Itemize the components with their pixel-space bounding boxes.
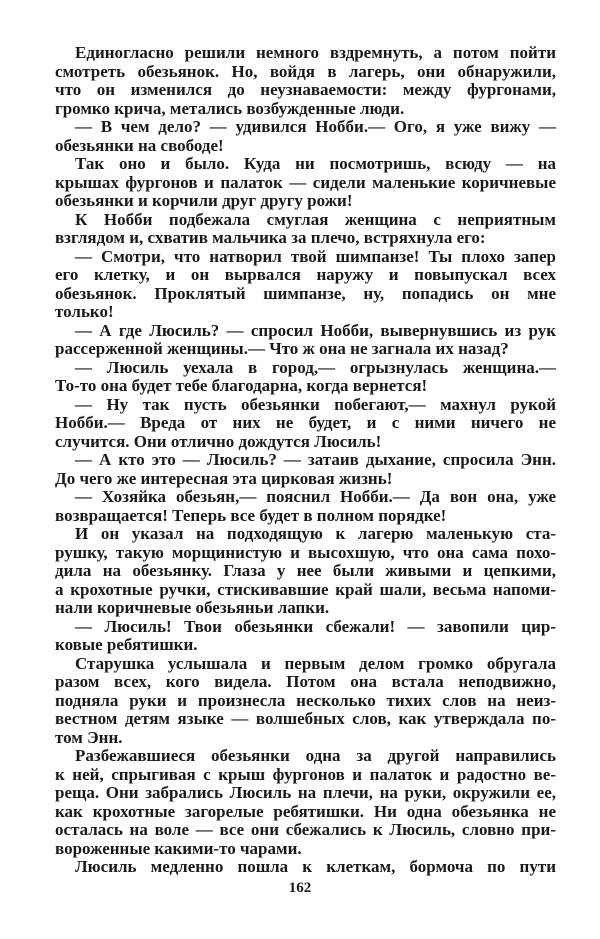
text-line: обезьянки на свободе! (55, 135, 224, 155)
text-line: рушку, такую морщинистую и высохшую, что она сама похо- (55, 542, 556, 562)
text-line: его клетку, и он вырвался наружу и повыпускал всех (55, 265, 556, 284)
text-line: К Нобби подбежала смуглая женщина с неприятным (75, 209, 556, 229)
text-line: Разбежавшиеся обезьянки одна за другой направились (75, 746, 556, 765)
text-line: обезьянок. Проклятый шимпанзе, ну, попадись он мне (55, 283, 556, 303)
text-line: До чего же интересная эта цирковая жизнь! (55, 468, 393, 488)
text-line: случится. Они отлично дождутся Люсиль! (55, 431, 382, 451)
text-line: вестном детям языке — волшебных слов, как утверждала по- (55, 709, 556, 728)
text-line: ковые ребятишки. (55, 635, 198, 654)
text-line: То-то она будет тебе благодарна, когда вернется! (55, 376, 428, 395)
text-line: Единогласно решили немного вздремнуть, а потом пойти (75, 43, 556, 62)
text-line: — В чем дело? — удивился Нобби.— Ого, я уже вижу — (75, 117, 556, 136)
text-line: — Ну так пусть обезьянки побегают,— махнул рукой (75, 394, 556, 414)
text-line: — А где Люсиль? — спросил Нобби, вывернувшись из рук (75, 320, 556, 340)
book-page-text (55, 44, 556, 877)
text-line: а крохотные ручки, стискивавшие край шали, весьма напоми- (55, 579, 556, 599)
text-line: разом всех, кого видела. Потом она встала неподвижно, (55, 672, 556, 691)
text-line: Нобби.— Вреда от них не будет, и с ними ничего не (55, 413, 556, 432)
text-line: крышах фургонов и палаток — сидели маленькие коричневые (55, 172, 556, 192)
text-line: — Смотри, что натворил твой шимпанзе! Ты плохо запер (75, 246, 556, 266)
text-line: Старушка услышала и первым делом громко обругала (75, 653, 556, 673)
text-line: том Энн. (55, 727, 123, 747)
text-line: громко крича, метались возбужденные люди. (55, 98, 405, 118)
text-line: обезьянки и корчили друг другу рожи! (55, 191, 353, 210)
text-line: что он изменился до неузнаваемости: между фургонами, (55, 80, 556, 99)
text-line: возвращается! Теперь все будет в полном порядке! (55, 505, 447, 525)
text-line: дила на обезьянку. Глаза у нее были живыми и цепкими, (55, 561, 556, 580)
text-line: И он указал на подходящую к лагерю маленькую ста- (75, 524, 556, 543)
text-line: — Люсиль уехала в город,— огрызнулась женщина.— (75, 357, 556, 377)
text-line: взглядом и, схватив мальчика за плечо, встряхнула его: (55, 228, 486, 247)
text-line: только! (55, 302, 114, 321)
text-line: Люсиль медленно пошла к клеткам, бормоча по пути (75, 857, 556, 876)
page-number: 162 (288, 880, 312, 896)
text-line: подняла руки и произнесла несколько тихих слов на неиз- (55, 690, 556, 710)
text-line: как крохотные загорелые ребятишки. Ни одна обезьянка не (55, 801, 556, 821)
text-line: — Хозяйка обезьян,— пояснил Нобби.— Да вон она, уже (75, 487, 556, 506)
text-line: — Люсиль! Твои обезьянки сбежали! — завопили цир- (75, 616, 556, 636)
text-line: реща. Они забрались Люсиль на плечи, на руки, окружили ее, (55, 783, 556, 802)
text-line: вороженные какими-то чарами. (55, 838, 302, 858)
text-line: рассерженной женщины.— Что ж она не загнала их назад? (55, 339, 509, 358)
text-line: смотреть обезьянок. Но, войдя в лагерь, они обнаружили, (55, 61, 556, 81)
text-line: осталась на воле — все они сбежались к Люсиль, словно при- (55, 820, 556, 839)
text-line: — А кто это — Люсиль? — затаив дыхание, спросила Энн. (75, 450, 556, 469)
text-line: Так оно и было. Куда ни посмотришь, всюду — на (75, 154, 556, 173)
text-line: к ней, спрыгивая с крыш фургонов и палаток и радостно ве- (55, 764, 556, 784)
text-line: нали коричневые обезьяньи лапки. (55, 598, 330, 617)
